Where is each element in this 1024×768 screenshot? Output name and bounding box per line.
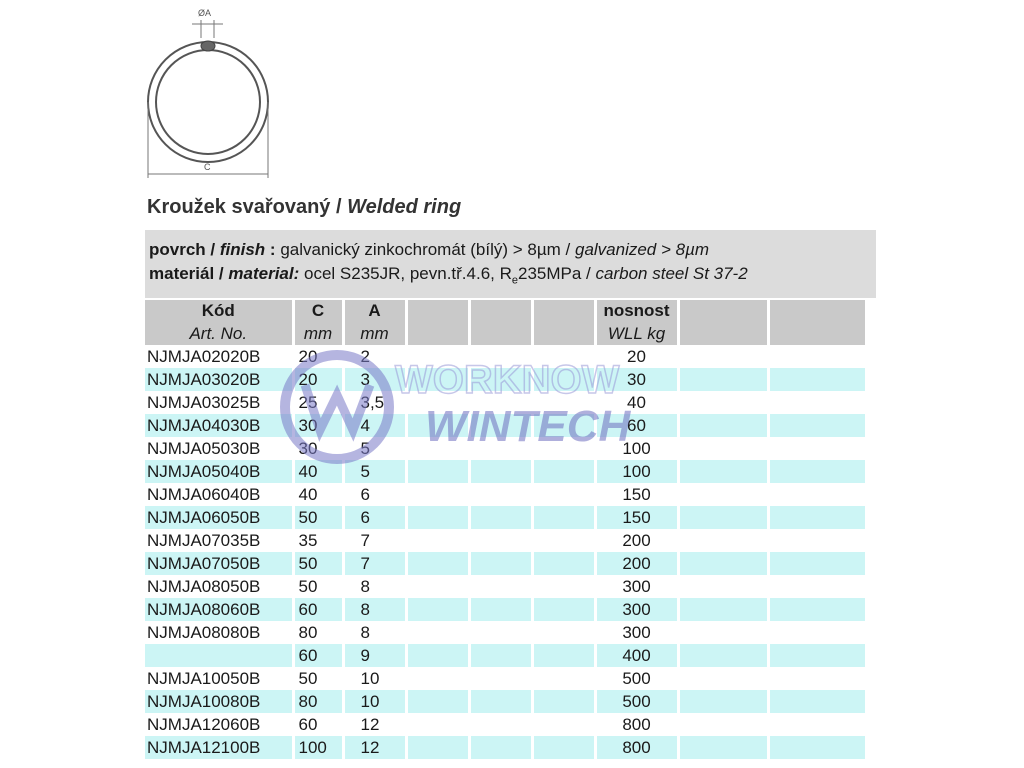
spec-info-box (145, 230, 876, 298)
cell-wll: 200 (595, 552, 678, 575)
cell-c: 30 (293, 414, 343, 437)
cell-empty (406, 621, 469, 644)
table-row (145, 621, 866, 644)
header-empty (469, 300, 532, 322)
table-row (145, 713, 866, 736)
cell-wll: 30 (595, 368, 678, 391)
cell-empty (532, 552, 595, 575)
cell-wll: 100 (595, 460, 678, 483)
cell-code: NJMJA12060B (145, 713, 293, 736)
subheader-empty (768, 322, 866, 345)
cell-code: NJMJA08060B (145, 598, 293, 621)
cell-empty (768, 506, 866, 529)
cell-empty (469, 368, 532, 391)
cell-a: 2 (343, 345, 406, 368)
cell-wll: 20 (595, 345, 678, 368)
cell-empty (469, 529, 532, 552)
finish-line (149, 238, 876, 262)
cell-empty (469, 575, 532, 598)
cell-empty (406, 414, 469, 437)
table-row (145, 391, 866, 414)
cell-empty (469, 414, 532, 437)
cell-empty (406, 713, 469, 736)
table-header-row (145, 300, 866, 322)
cell-empty (532, 460, 595, 483)
cell-code: NJMJA10050B (145, 667, 293, 690)
product-title (147, 196, 461, 219)
cell-empty (678, 690, 768, 713)
header-empty (406, 300, 469, 322)
cell-empty (406, 736, 469, 759)
cell-empty (768, 644, 866, 667)
cell-empty (406, 644, 469, 667)
header-code: Kód (145, 300, 293, 322)
cell-empty (532, 644, 595, 667)
cell-a: 7 (343, 529, 406, 552)
cell-code: NJMJA03020B (145, 368, 293, 391)
table-subheader-row (145, 322, 866, 345)
cell-c: 60 (293, 644, 343, 667)
cell-empty (469, 644, 532, 667)
cell-c: 40 (293, 483, 343, 506)
cell-empty (469, 460, 532, 483)
cell-empty (768, 736, 866, 759)
cell-wll: 150 (595, 483, 678, 506)
cell-a: 8 (343, 575, 406, 598)
spec-table (145, 300, 868, 759)
subheader-empty (532, 322, 595, 345)
table-row (145, 437, 866, 460)
cell-code: NJMJA05030B (145, 437, 293, 460)
ring-drawing (140, 0, 300, 185)
cell-a: 8 (343, 598, 406, 621)
table-row (145, 368, 866, 391)
cell-empty (469, 713, 532, 736)
cell-empty (678, 621, 768, 644)
cell-c: 50 (293, 506, 343, 529)
cell-empty (406, 667, 469, 690)
cell-c: 40 (293, 460, 343, 483)
cell-empty (532, 690, 595, 713)
cell-code (145, 644, 293, 667)
cell-wll: 150 (595, 506, 678, 529)
header-empty (768, 300, 866, 322)
dim-c-label: C (204, 162, 211, 172)
cell-code: NJMJA12100B (145, 736, 293, 759)
header-empty (678, 300, 768, 322)
table-row (145, 529, 866, 552)
cell-c: 50 (293, 552, 343, 575)
cell-a: 8 (343, 621, 406, 644)
cell-empty (768, 391, 866, 414)
cell-empty (406, 506, 469, 529)
header-empty (532, 300, 595, 322)
cell-wll: 400 (595, 644, 678, 667)
cell-wll: 300 (595, 575, 678, 598)
cell-a: 12 (343, 736, 406, 759)
cell-c: 60 (293, 713, 343, 736)
cell-c: 25 (293, 391, 343, 414)
cell-empty (406, 598, 469, 621)
cell-empty (532, 506, 595, 529)
cell-empty (768, 460, 866, 483)
cell-empty (469, 483, 532, 506)
header-a: A (343, 300, 406, 322)
cell-empty (532, 598, 595, 621)
cell-empty (532, 368, 595, 391)
cell-empty (532, 529, 595, 552)
cell-empty (768, 713, 866, 736)
title-cz: Kroužek svařovaný / (147, 196, 342, 218)
cell-code: NJMJA10080B (145, 690, 293, 713)
cell-wll: 100 (595, 437, 678, 460)
cell-empty (406, 529, 469, 552)
cell-empty (768, 437, 866, 460)
cell-empty (768, 529, 866, 552)
cell-wll: 500 (595, 690, 678, 713)
cell-empty (768, 552, 866, 575)
cell-empty (678, 644, 768, 667)
cell-empty (678, 483, 768, 506)
cell-code: NJMJA07050B (145, 552, 293, 575)
cell-empty (532, 483, 595, 506)
subheader-code: Art. No. (145, 322, 293, 345)
cell-empty (469, 621, 532, 644)
cell-empty (406, 437, 469, 460)
cell-empty (678, 460, 768, 483)
cell-empty (406, 483, 469, 506)
cell-wll: 60 (595, 414, 678, 437)
cell-empty (678, 713, 768, 736)
dim-a-label: ØA (198, 8, 212, 18)
table-body (145, 345, 866, 759)
table-row (145, 506, 866, 529)
cell-c: 100 (293, 736, 343, 759)
cell-empty (406, 391, 469, 414)
cell-empty (678, 414, 768, 437)
cell-a: 5 (343, 437, 406, 460)
cell-empty (406, 368, 469, 391)
table-row (145, 575, 866, 598)
cell-a: 3,5 (343, 391, 406, 414)
watermark-line1: WORKNOW (395, 358, 620, 402)
cell-empty (532, 414, 595, 437)
table-row (145, 414, 866, 437)
table-row (145, 736, 866, 759)
cell-empty (532, 736, 595, 759)
cell-code: NJMJA08050B (145, 575, 293, 598)
cell-empty (768, 345, 866, 368)
finish-value-en: galvanized > 8µm (574, 240, 710, 259)
cell-a: 9 (343, 644, 406, 667)
cell-empty (678, 667, 768, 690)
cell-wll: 500 (595, 667, 678, 690)
cell-empty (768, 414, 866, 437)
material-value-en: carbon steel St 37-2 (595, 264, 748, 283)
cell-empty (678, 552, 768, 575)
cell-empty (768, 667, 866, 690)
cell-code: NJMJA03025B (145, 391, 293, 414)
cell-c: 50 (293, 575, 343, 598)
cell-empty (406, 460, 469, 483)
table-row (145, 552, 866, 575)
material-label: materiál / material: (149, 264, 300, 283)
cell-c: 50 (293, 667, 343, 690)
header-c: C (293, 300, 343, 322)
cell-code: NJMJA04030B (145, 414, 293, 437)
subheader-c: mm (293, 322, 343, 345)
watermark-line2: WINTECH (425, 402, 631, 451)
cell-empty (678, 345, 768, 368)
cell-empty (406, 552, 469, 575)
cell-empty (532, 391, 595, 414)
cell-empty (469, 690, 532, 713)
subheader-empty (678, 322, 768, 345)
cell-c: 20 (293, 345, 343, 368)
subheader-a: mm (343, 322, 406, 345)
cell-empty (678, 598, 768, 621)
cell-code: NJMJA05040B (145, 460, 293, 483)
cell-a: 4 (343, 414, 406, 437)
cell-empty (678, 529, 768, 552)
cell-empty (469, 667, 532, 690)
cell-a: 3 (343, 368, 406, 391)
cell-a: 6 (343, 483, 406, 506)
cell-empty (469, 506, 532, 529)
table-row (145, 598, 866, 621)
cell-c: 30 (293, 437, 343, 460)
cell-empty (469, 391, 532, 414)
cell-empty (678, 368, 768, 391)
cell-wll: 40 (595, 391, 678, 414)
cell-empty (768, 483, 866, 506)
cell-empty (768, 598, 866, 621)
cell-code: NJMJA06040B (145, 483, 293, 506)
cell-empty (532, 667, 595, 690)
cell-a: 10 (343, 667, 406, 690)
cell-code: NJMJA08080B (145, 621, 293, 644)
title-en: Welded ring (347, 196, 462, 218)
cell-empty (768, 368, 866, 391)
table-row (145, 345, 866, 368)
finish-label: povrch / finish : (149, 240, 276, 259)
cell-c: 80 (293, 621, 343, 644)
cell-empty (768, 690, 866, 713)
table-row (145, 644, 866, 667)
cell-c: 80 (293, 690, 343, 713)
cell-empty (678, 506, 768, 529)
table-row (145, 460, 866, 483)
cell-empty (532, 345, 595, 368)
cell-code: NJMJA06050B (145, 506, 293, 529)
cell-empty (532, 713, 595, 736)
cell-wll: 300 (595, 621, 678, 644)
cell-empty (469, 437, 532, 460)
cell-wll: 800 (595, 713, 678, 736)
cell-a: 7 (343, 552, 406, 575)
cell-wll: 300 (595, 598, 678, 621)
material-value-cz: ocel S235JR, pevn.tř.4.6, $R_e235MPa$ / (304, 264, 591, 287)
cell-empty (678, 736, 768, 759)
cell-c: 60 (293, 598, 343, 621)
cell-a: 10 (343, 690, 406, 713)
table-row (145, 690, 866, 713)
table-row (145, 483, 866, 506)
cell-empty (532, 437, 595, 460)
cell-empty (406, 575, 469, 598)
cell-empty (406, 690, 469, 713)
cell-c: 35 (293, 529, 343, 552)
cell-empty (469, 736, 532, 759)
cell-wll: 800 (595, 736, 678, 759)
cell-empty (768, 575, 866, 598)
cell-wll: 200 (595, 529, 678, 552)
cell-a: 5 (343, 460, 406, 483)
finish-value-cz: galvanický zinkochromát (bílý) > 8µm / (280, 240, 571, 259)
cell-empty (406, 345, 469, 368)
material-line (149, 262, 876, 292)
table-row (145, 667, 866, 690)
cell-empty (678, 391, 768, 414)
cell-empty (678, 437, 768, 460)
subheader-empty (406, 322, 469, 345)
cell-a: 6 (343, 506, 406, 529)
cell-code: NJMJA07035B (145, 529, 293, 552)
cell-c: 20 (293, 368, 343, 391)
subheader-empty (469, 322, 532, 345)
cell-code: NJMJA02020B (145, 345, 293, 368)
cell-empty (469, 598, 532, 621)
header-wll: nosnost (595, 300, 678, 322)
subheader-wll: WLL kg (595, 322, 678, 345)
cell-empty (678, 575, 768, 598)
cell-empty (532, 575, 595, 598)
cell-empty (768, 621, 866, 644)
cell-a: 12 (343, 713, 406, 736)
cell-empty (532, 621, 595, 644)
cell-empty (469, 552, 532, 575)
cell-empty (469, 345, 532, 368)
